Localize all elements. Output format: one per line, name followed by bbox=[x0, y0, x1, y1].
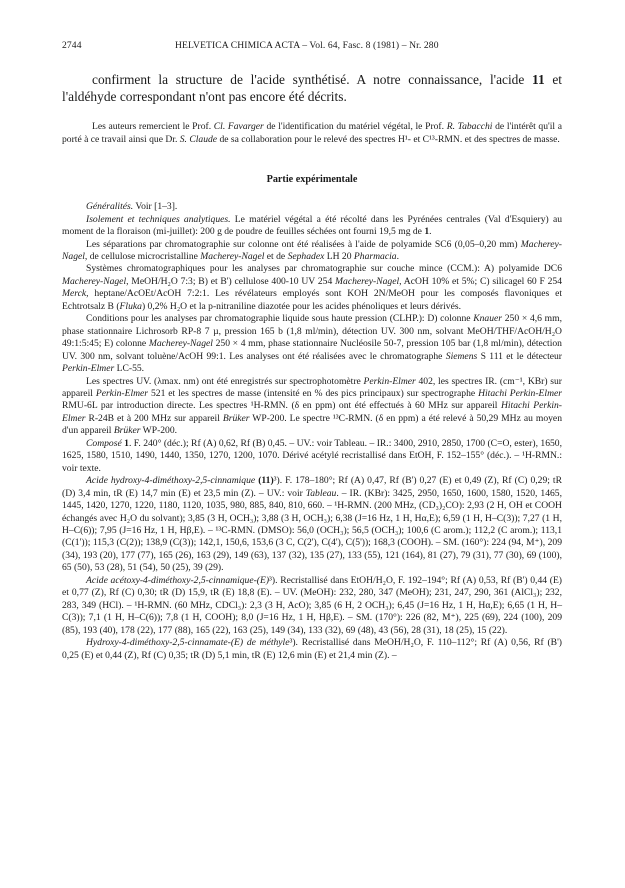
running-header bbox=[62, 40, 562, 51]
paragraph-generalites: Généralités. Voir [1–3]. bbox=[86, 201, 178, 213]
page-number: 2744 bbox=[62, 40, 82, 51]
paragraph-clhp: Conditions pour les analyses par chromatographie liquide sous haute pression (CLHP.): D) colonne Knauer 250 × 4,6 mm, phase stationnaire Lichrosorb RP-8 7 µ, pression 165 b (1,8 ml/min), détection UV. 300 nm, solvant MeOH/THF/AcOH/H₂O 49:1:5:45; E) colonne Macherey-Nagel 250 × 4 mm, phase stationnaire Nucléosile 50-7, pression 105 bar (1,8 ml/min), détection UV. 300 nm, solvant toluène/AcOH 99:1. Les analyses ont été réalisées avec le chromatographe Siemens S 111 et le détecteur Perkin-Elmer LC-55. bbox=[62, 313, 562, 375]
paragraph-acide-11: Acide hydroxy-4-diméthoxy-2,5-cinnamique (11)³). F. 178–180°; Rf (A) 0,47, Rf (B') 0,27 (E) et 0,49 (Z), Rf (C) 0,29; tR (D) 3,4 min, tR (E) 14,7 min (E) et 23,5 min (Z). – UV.: voir Tableau. – IR. (KBr): 3425, 2950, 1650, 1600, 1580, 1520, 1465, 1445, 1420, 1270, 1220, 1180, 1120, 1035, 980, 885, 840, 810, 660. – ¹H-RMN. (200 MHz, (CD₃)₂CO): 2,93 (2 H, OH et COOH échangés avec H₂O du solvant); 3,85 (3 H, OCH₃); 3,88 (3 H, OCH₃); 6,38 (J=16 Hz, 1 H, Hα,E); 6,59 (1 H, H–C(3)); 7,27 (1 H, H–C(6)); 7,95 (J=16 Hz, 1 H, Hβ,E). – ¹³C-RMN. (DMSO): 56,0 (OCH₃); 56,5 (OCH₃); 100,6 (C arom.); 112,2 (C arom.); 113,1 (C(1')); 115,3 (C(2)); 138,9 (C(3)); 142,1, 150,6, 153,6 (3 C, C(2'), C(4'), C(5')); 168,3 (COOH). – SM. (160°): 224 (94, M⁺), 209 (34), 193 (20), 177 (77), 165 (26), 163 (29), 149 (63), 137 (32), 135 (27), 133 (55), 121 (164), 81 (27), 79 (31), 77 (30), 69 (100), 65 (50), 53 (28), 51 (54), 50 (25), 39 (29). bbox=[62, 475, 562, 574]
acknowledgement-paragraph: Les auteurs remercient le Prof. Cl. Favarger de l'identification du matériel végétal, le Prof. R. Tabacchi de l'intérêt qu'il a porté à ce travail ainsi que Dr. S. Claude de sa collaboration pour le relevé des spectres H¹- et C¹³-RMN. et des spectres de masse. bbox=[62, 121, 563, 145]
section-title: Partie expérimentale bbox=[266, 174, 358, 186]
paragraph-separations: Les séparations par chromatographie sur colonne ont été réalisées à l'aide de polyamide SC6 (0,05–0,20 mm) Macherey-Nagel, de cellulose microcristalline Macherey-Nagel et de Sephadex LH 20 Pharmacia. bbox=[62, 238, 562, 262]
document-page bbox=[62, 40, 562, 662]
paragraph-acetoxy: Acide acétoxy-4-diméthoxy-2,5-cinnamique-(E)³). Recristallisé dans EtOH/H₂O, F. 192–194°; Rf (A) 0,53, Rf (B') 0,44 (E) et 0,77 (Z), Rf (C) 0,30; tR (D) 15,9, tR (E) 18,8 (E). – UV. (MeOH): 232, 280, 347 (MeOH); 231, 247, 290, 361 (AlCl₃); 232, 283, 349 (HCl). – ¹H-RMN. (60 MHz, CDCl₃): 2,3 (3 H, AcO); 3,85 (6 H, 2 OCH₃); 6,45 (J=16 Hz, 1 H, Hα,E); 6,65 (1 H, H–C(3)); 7,1 (1 H, H–C(6)); 7,8 (1 H, COOH); 8,0 (J=16 Hz, 1 H, Hβ,E). – SM. (170°): 226 (82, M⁺), 225 (69), 224 (100), 209 (85), 193 (40), 178 (22), 177 (88), 165 (22), 163 (25), 149 (34), 133 (32), 69 (48), 43 (56), 28 (31), 18 (25), 15 (22). bbox=[62, 574, 562, 636]
paragraph-methyle: Hydroxy-4-diméthoxy-2,5-cinnamate-(E) de méthyle³). Recristallisé dans MeOH/H₂O, F. 110–112°; Rf (A) 0,56, Rf (B') 0,25 (E) et 0,44 (Z), Rf (C) 0,35; tR (D) 5,1 min, tR (E) 12,6 min (E) et 21,4 min (Z). – bbox=[62, 637, 562, 661]
paragraph-spectres: Les spectres UV. (λmax. nm) ont été enregistrés sur spectrophotomètre Perkin-Elmer 402, les spectres IR. (cm⁻¹, KBr) sur appareil Perkin-Elmer 521 et les spectres de masse (intensité en % des pics principaux) sur spectrographe Hitachi Perkin-Elmer RMU-6L par introduction directe. Les spectres ¹H-RMN. (δ en ppm) ont été effectués à 60 MHz sur appareil Hitachi Perkin-Elmer R-24B et à 200 MHz sur appareil Brüker WP-200. Le spectre ¹³C-RMN. (δ en ppm) a été relevé à 50,29 MHz au moyen d'un appareil Brüker WP-200. bbox=[62, 375, 563, 437]
conclusion-paragraph: confirment la structure de l'acide synthétisé. A notre connaissance, l'acide 11 et l'aldéhyde correspondant n'ont pas encore été décrits. bbox=[62, 72, 562, 104]
paragraph-isolement: Isolement et techniques analytiques. Le matériel végétal a été récolté dans les Pyrénées centrales (Val d'Esquiery) au moment de la floraison (mi-juillet): 200 g de poudre de feuilles séchées ont fourni 19,5 mg de 1. bbox=[62, 213, 562, 238]
paragraph-compose-1: Composé 1. F. 240° (déc.); Rf (A) 0,62, Rf (B) 0,45. – UV.: voir Tableau. – IR.: 3400, 2910, 2850, 1700 (C=O, ester), 1650, 1625, 1580, 1510, 1490, 1440, 1350, 1270, 1200, 1070. Dérivé acétylé recristallisé dans EtOH, F. 152–155° (déc.). – ¹H-RMN.: voir texte. bbox=[62, 437, 562, 474]
paragraph-ccm: Systèmes chromatographiques pour les analyses par chromatographie sur couche mince (CCM.): A) polyamide DC6 Macherey-Nagel, MeOH/H₂O 7:3; B) et B') cellulose 400-10 UV 254 Macherey-Nagel, AcOH 10% et 5%; C) silicagel 60 F 254 Merck, heptane/AcOEt/AcOH 7:2:1. Les révélateurs employés sont KOH 2N/MeOH pour les composés flavoniques et Echtrotsalz B (Fluka) 0,2% H₂O et la p-nitraniline diazotée pour les acides phénoliques et leurs dérivés. bbox=[62, 263, 562, 312]
journal-citation: HELVETICA CHIMICA ACTA – Vol. 64, Fasc. 8 (1981) – Nr. 280 bbox=[174, 40, 439, 51]
